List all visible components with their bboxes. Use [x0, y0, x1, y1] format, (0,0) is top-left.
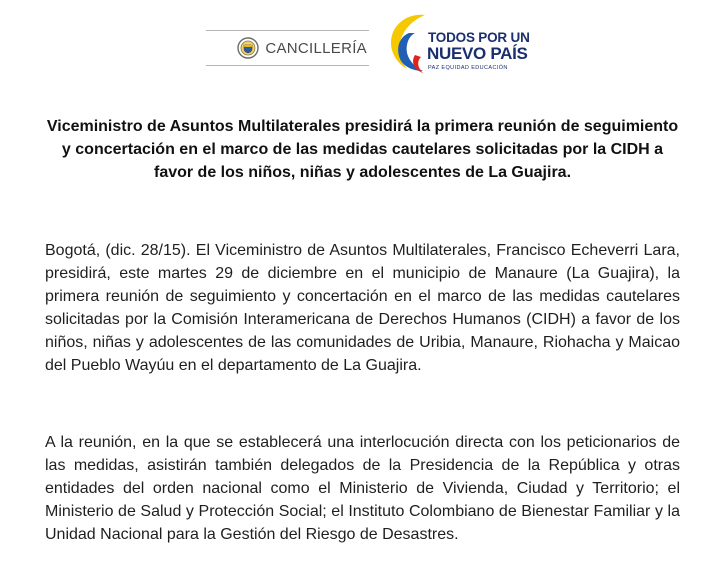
- cancilleria-logo: [206, 30, 369, 66]
- article-title: Viceministro de Asuntos Multilaterales presidirá la primera reunión de seguimiento y concertación en el marco de las medidas cautelares solicitadas por la CIDH a favor de los niños, niñas y adolescentes de La Guajira.: [46, 118, 679, 181]
- nuevo-pais-mark-icon: [385, 11, 429, 75]
- article-paragraph-1: Bogotá, (dic. 28/15). El Viceministro de Asuntos Multilaterales, Francisco Echeverri Lara, presidirá, este martes 29 de diciembre en el municipio de Manaure (La Guajira), la primera reunión de seguimiento y concertación en el marco de las medidas cautelares solicitadas por la Comisión Interamericana de Derechos Humanos (CIDH) a favor de los niños, niñas y adolescentes de las comunidades de Uribia, Manaure, Riohacha y Maicao del Pueblo Wayúu en el departamento de La Guajira.: [45, 242, 680, 374]
- cancilleria-label: CANCILLERÍA: [265, 39, 367, 57]
- slogan-line-2: NUEVO PAÍS: [427, 44, 528, 63]
- article-paragraph-2: A la reunión, en la que se establecerá una interlocución directa con los peticionarios de las medidas, asistirán también delegados de la Presidencia de la República y otras entidades del orden nacional como el Ministerio de Vivienda, Ciudad y Territorio; el Ministerio de Salud y Protección Social; el Instituto Colombiano de Bienestar Familiar y la Unidad Nacional para la Gestión del Riesgo de Desastres.: [45, 434, 680, 543]
- slogan-line-1: TODOS POR UN: [428, 30, 530, 45]
- todos-por-un-nuevo-pais-logo: [385, 11, 530, 75]
- slogan-line-3: PAZ EQUIDAD EDUCACIÓN: [428, 65, 508, 71]
- page-header: [0, 0, 720, 90]
- coat-of-arms-icon: [237, 37, 259, 59]
